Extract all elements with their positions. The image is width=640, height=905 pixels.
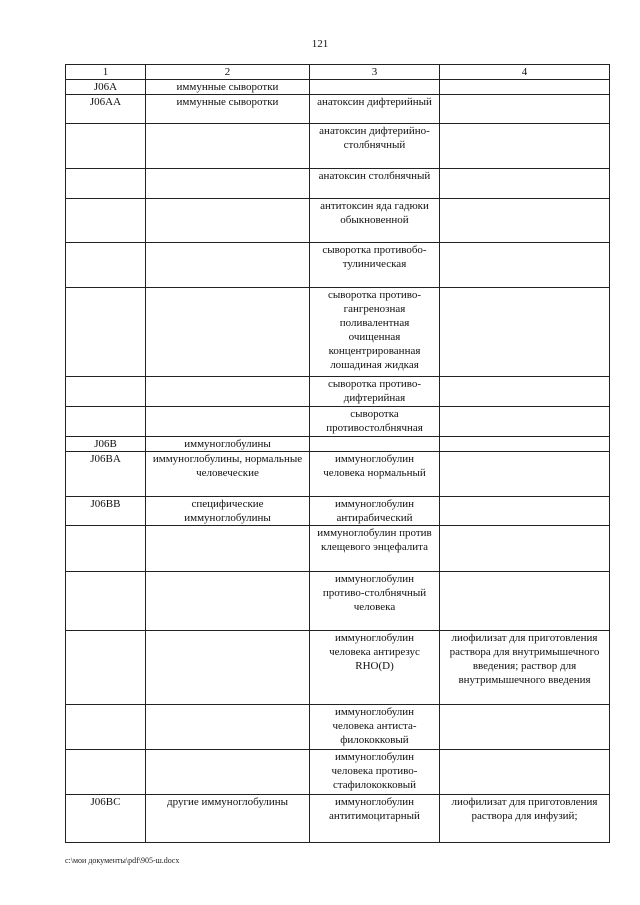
drug-name-cell: [310, 437, 440, 452]
group-name-cell: [146, 243, 310, 288]
table-row: [66, 437, 610, 452]
atc-code-cell: [66, 124, 146, 169]
atc-code-cell: [66, 243, 146, 288]
dosage-form-cell: [440, 288, 610, 377]
drug-name-cell: анатоксин столбнячный: [310, 169, 440, 199]
drug-name-cell: иммуноглобулин человека противо-стафилококковый: [310, 750, 440, 795]
table-header-row: [66, 65, 610, 80]
atc-code-cell: [66, 169, 146, 199]
table-row: [66, 80, 610, 95]
table-row: [66, 631, 610, 705]
dosage-form-cell: [440, 80, 610, 95]
group-name-cell: [146, 377, 310, 407]
drug-name-cell: анатоксин дифтерийно-столбнячный: [310, 124, 440, 169]
atc-code-cell: J06B: [66, 437, 146, 452]
drug-name-cell: иммуноглобулин человека нормальный: [310, 452, 440, 497]
dosage-form-cell: [440, 750, 610, 795]
dosage-form-cell: [440, 452, 610, 497]
table-row: [66, 452, 610, 497]
footer-file-path: c:\мои документы\pdf\905-ш.docx: [65, 856, 180, 865]
dosage-form-cell: [440, 572, 610, 631]
drug-name-cell: иммуноглобулин человека антирезус RHO(D): [310, 631, 440, 705]
dosage-form-cell: [440, 124, 610, 169]
group-name-cell: иммуноглобулины, нормальные человеческие: [146, 452, 310, 497]
dosage-form-cell: [440, 95, 610, 124]
group-name-cell: другие иммуноглобулины: [146, 795, 310, 843]
atc-code-cell: J06BB: [66, 497, 146, 526]
group-name-cell: [146, 705, 310, 750]
drug-classification-table: [65, 64, 610, 843]
table-row: [66, 750, 610, 795]
atc-code-cell: [66, 631, 146, 705]
table-row: [66, 95, 610, 124]
drug-name-cell: сыворотка противобо-тулиническая: [310, 243, 440, 288]
atc-code-cell: [66, 377, 146, 407]
group-name-cell: иммуноглобулины: [146, 437, 310, 452]
drug-name-cell: иммуноглобулин антирабический: [310, 497, 440, 526]
drug-name-cell: сыворотка противо-дифтерийная: [310, 377, 440, 407]
dosage-form-cell: [440, 407, 610, 437]
dosage-form-cell: лиофилизат для приготовления раствора для внутримышечного введения; раствор для внутримышечного введения: [440, 631, 610, 705]
group-name-cell: [146, 407, 310, 437]
atc-code-cell: [66, 705, 146, 750]
table-row: [66, 377, 610, 407]
table-row: [66, 199, 610, 243]
column-header-4: 4: [440, 65, 610, 80]
table-row: [66, 243, 610, 288]
atc-code-cell: [66, 572, 146, 631]
atc-code-cell: [66, 526, 146, 572]
dosage-form-cell: [440, 169, 610, 199]
table-row: [66, 795, 610, 843]
atc-code-cell: [66, 750, 146, 795]
group-name-cell: [146, 169, 310, 199]
table-row: [66, 572, 610, 631]
drug-name-cell: сыворотка противо-гангренозная поливалентная очищенная концентрированная лошадиная жидкая: [310, 288, 440, 377]
column-header-2: 2: [146, 65, 310, 80]
drug-name-cell: иммуноглобулин противо-столбнячный человека: [310, 572, 440, 631]
table-row: [66, 526, 610, 572]
group-name-cell: [146, 288, 310, 377]
dosage-form-cell: [440, 526, 610, 572]
dosage-form-cell: [440, 437, 610, 452]
group-name-cell: [146, 199, 310, 243]
atc-code-cell: [66, 407, 146, 437]
group-name-cell: иммунные сыворотки: [146, 80, 310, 95]
table-body: [66, 80, 610, 843]
page-number: 121: [311, 38, 329, 50]
table-row: [66, 124, 610, 169]
table-row: [66, 288, 610, 377]
atc-code-cell: J06BC: [66, 795, 146, 843]
atc-code-cell: J06BA: [66, 452, 146, 497]
group-name-cell: [146, 750, 310, 795]
dosage-form-cell: [440, 377, 610, 407]
dosage-form-cell: [440, 243, 610, 288]
atc-code-cell: J06A: [66, 80, 146, 95]
group-name-cell: [146, 631, 310, 705]
column-header-3: 3: [310, 65, 440, 80]
table-row: [66, 407, 610, 437]
drug-name-cell: анатоксин дифтерийный: [310, 95, 440, 124]
dosage-form-cell: [440, 199, 610, 243]
atc-code-cell: [66, 288, 146, 377]
drug-name-cell: иммуноглобулин человека антиста-филококковый: [310, 705, 440, 750]
dosage-form-cell: [440, 705, 610, 750]
group-name-cell: специфические иммуноглобулины: [146, 497, 310, 526]
table-row: [66, 497, 610, 526]
dosage-form-cell: [440, 497, 610, 526]
atc-code-cell: [66, 199, 146, 243]
drug-name-cell: сыворотка противостолбнячная: [310, 407, 440, 437]
drug-name-cell: антитоксин яда гадюки обыкновенной: [310, 199, 440, 243]
drug-name-cell: [310, 80, 440, 95]
atc-code-cell: J06AA: [66, 95, 146, 124]
group-name-cell: [146, 124, 310, 169]
dosage-form-cell: лиофилизат для приготовления раствора для инфузий;: [440, 795, 610, 843]
drug-name-cell: иммуноглобулин против клещевого энцефалита: [310, 526, 440, 572]
group-name-cell: [146, 526, 310, 572]
table-row: [66, 705, 610, 750]
group-name-cell: иммунные сыворотки: [146, 95, 310, 124]
group-name-cell: [146, 572, 310, 631]
table-row: [66, 169, 610, 199]
column-header-1: 1: [66, 65, 146, 80]
drug-name-cell: иммуноглобулин антитимоцитарный: [310, 795, 440, 843]
